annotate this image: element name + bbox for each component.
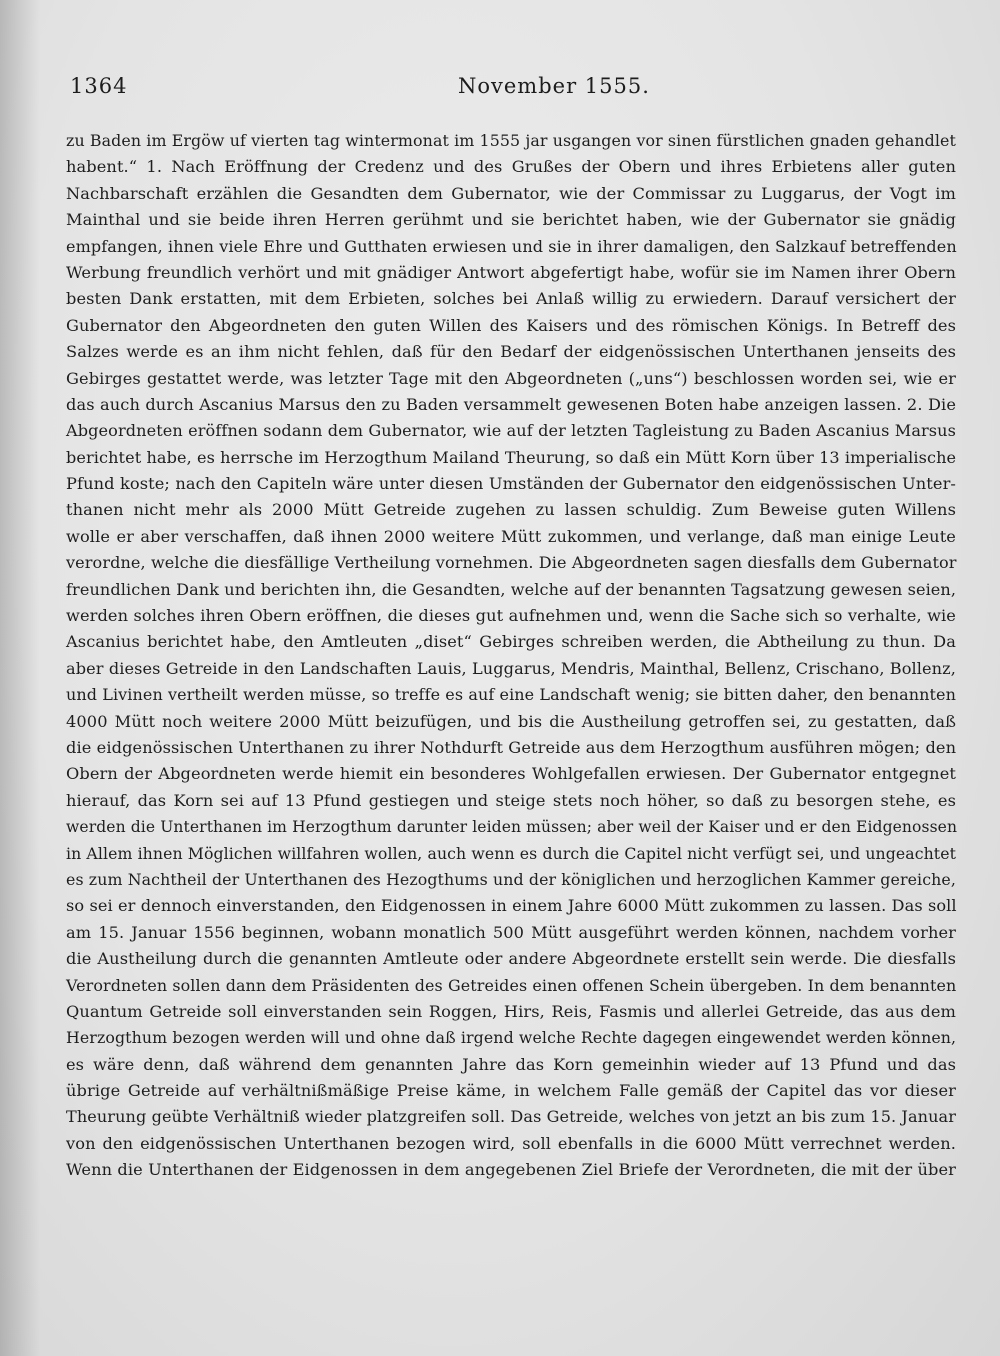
text-line: 4000 Mütt noch weitere 2000 Mütt beizufügen, und bis die Austheilung getroffen sei, zu gestatten, daß	[66, 711, 956, 731]
text-line: Quantum Getreide soll einverstanden sein Roggen, Hirs, Reis, Fasmis und allerlei Getreide, das aus dem	[66, 1001, 956, 1021]
text-line: Herzogthum bezogen werden will und ohne daß irgend welche Rechte dagegen eingewendet werden können,	[66, 1028, 957, 1048]
text-line: Pfund koste; nach den Capiteln wäre unter diesen Umständen der Gubernator den eidgenössischen Unter-	[66, 474, 956, 494]
text-line: berichtet habe, es herrsche im Herzogthum Mailand Theurung, so daß ein Mütt Korn über 13 imperialische	[66, 447, 957, 467]
text-line: Werbung freundlich verhört und mit gnädiger Antwort abgefertigt habe, wofür sie im Namen ihrer Obern	[66, 262, 956, 282]
text-line: wolle er aber verschaffen, daß ihnen 2000 weitere Mütt zukommen, und verlange, daß man einige Leute	[66, 526, 956, 546]
text-line: habent.“ 1. Nach Eröffnung der Credenz und des Grußes der Obern und ihres Erbietens aller guten	[66, 157, 956, 177]
text-line: Nachbarschaft erzählen die Gesandten dem Gubernator, wie der Commissar zu Luggarus, der Vogt im	[66, 183, 956, 203]
text-line: Gubernator den Abgeordneten den guten Willen des Kaisers und des römischen Königs. In Betreff des	[66, 315, 956, 335]
text-line: Verordneten sollen dann dem Präsidenten des Getreides einen offenen Schein übergeben. In dem benannten	[66, 975, 957, 995]
gutter-shadow	[0, 0, 40, 1356]
text-line: Theurung geübte Verhältniß wieder platzgreifen soll. Das Getreide, welches von jetzt an bis zum 15. Januar	[66, 1107, 956, 1127]
text-line: besten Dank erstatten, mit dem Erbieten, solches bei Anlaß willig zu erwiedern. Darauf versichert der	[66, 289, 956, 309]
page-header	[70, 74, 950, 108]
text-line: so sei er dennoch einverstanden, den Eidgenossen in einem Jahre 6000 Mütt zukommen zu lassen. Das soll	[66, 896, 957, 916]
text-line: Gebirges gestattet werde, was letzter Tage mit den Abgeordneten („uns“) beschlossen worden sei, wie er	[66, 368, 956, 388]
text-line: die Austheilung durch die genannten Amtleute oder andere Abgeordnete erstellt sein werde. Die diesfalls	[66, 949, 956, 969]
text-line: und Livinen vertheilt werden müsse, so treffe es auf eine Landschaft wenig; sie bitten daher, den benannten	[66, 685, 956, 705]
text-line: Salzes werde es an ihm nicht fehlen, daß für den Bedarf der eidgenössischen Unterthanen jenseits des	[66, 342, 956, 362]
text-line: werden die Unterthanen im Herzogthum darunter leiden müssen; aber weil der Kaiser und er den Eidgenossen	[66, 818, 958, 837]
text-line: aber dieses Getreide in den Landschaften Lauis, Luggarus, Mendris, Mainthal, Bellenz, Crischano, Bollenz,	[66, 658, 956, 678]
text-line: Wenn die Unterthanen der Eidgenossen in dem angegebenen Ziel Briefe der Verordneten, die mit der über	[66, 1160, 956, 1180]
page-number: 1364	[70, 74, 128, 98]
text-line: Mainthal und sie beide ihren Herren gerühmt und sie berichtet haben, wie der Gubernator sie gnädig	[66, 210, 956, 230]
text-line: thanen nicht mehr als 2000 Mütt Getreide zugehen zu lassen schuldig. Zum Beweise guten Willens	[66, 500, 956, 520]
text-line: übrige Getreide auf verhältnißmäßige Preise käme, in welchem Falle gemäß der Capitel das vor dieser	[66, 1081, 956, 1101]
running-title: November 1555.	[458, 74, 650, 98]
text-line: von den eidgenössischen Unterthanen bezogen wird, soll ebenfalls in die 6000 Mütt verrechnet werden.	[66, 1133, 956, 1153]
text-line: Obern der Abgeordneten werde hiemit ein besonderes Wohlgefallen erwiesen. Der Gubernator entgegnet	[66, 764, 956, 784]
text-line: die eidgenössischen Unterthanen zu ihrer Nothdurft Getreide aus dem Herzogthum ausführen mögen; den	[66, 737, 957, 757]
text-line: werden solches ihren Obern eröffnen, die dieses gut aufnehmen und, wenn die Sache sich so verhalte, wie	[66, 606, 956, 626]
text-line: es zum Nachtheil der Unterthanen des Hezogthums und der königlichen und herzoglichen Kammer gereiche,	[66, 869, 956, 889]
text-line: am 15. Januar 1556 beginnen, wobann monatlich 500 Mütt ausgeführt werden können, nachdem vorher	[66, 922, 956, 942]
text-line: zu Baden im Ergöw uf vierten tag wintermonat im 1555 jar usgangen vor sinen fürstlichen gnaden gehandlet	[66, 131, 956, 150]
text-line: Ascanius berichtet habe, den Amtleuten „diset“ Gebirges schreiben werden, die Abtheilung zu thun. Da	[66, 632, 956, 652]
text-line: Abgeordneten eröffnen sodann dem Gubernator, wie auf der letzten Tagleistung zu Baden Ascanius Marsus	[66, 421, 956, 441]
text-line: es wäre denn, daß während dem genannten Jahre das Korn gemeinhin wieder auf 13 Pfund und das	[66, 1054, 956, 1074]
text-line: hierauf, das Korn sei auf 13 Pfund gestiegen und steige stets noch höher, so daß zu besorgen stehe, es	[66, 790, 956, 810]
text-line: verordne, welche die diesfällige Vertheilung vornehmen. Die Abgeordneten sagen diesfalls dem Gubernator	[66, 553, 957, 573]
text-line: in Allem ihnen Möglichen willfahren wollen, auch wenn es durch die Capitel nicht verfügt sei, und ungeachtet	[66, 843, 956, 863]
text-line: das auch durch Ascanius Marsus den zu Baden versammelt gewesenen Boten habe anzeigen lassen. 2. Die	[66, 394, 956, 414]
text-line: freundlichen Dank und berichten ihn, die Gesandten, welche auf der benannten Tagsatzung gewesen seien,	[66, 579, 957, 599]
text-line: empfangen, ihnen viele Ehre und Gutthaten erwiesen und sie in ihrer damaligen, den Salzkauf betreffenden	[66, 236, 957, 256]
body-text	[66, 128, 956, 1184]
